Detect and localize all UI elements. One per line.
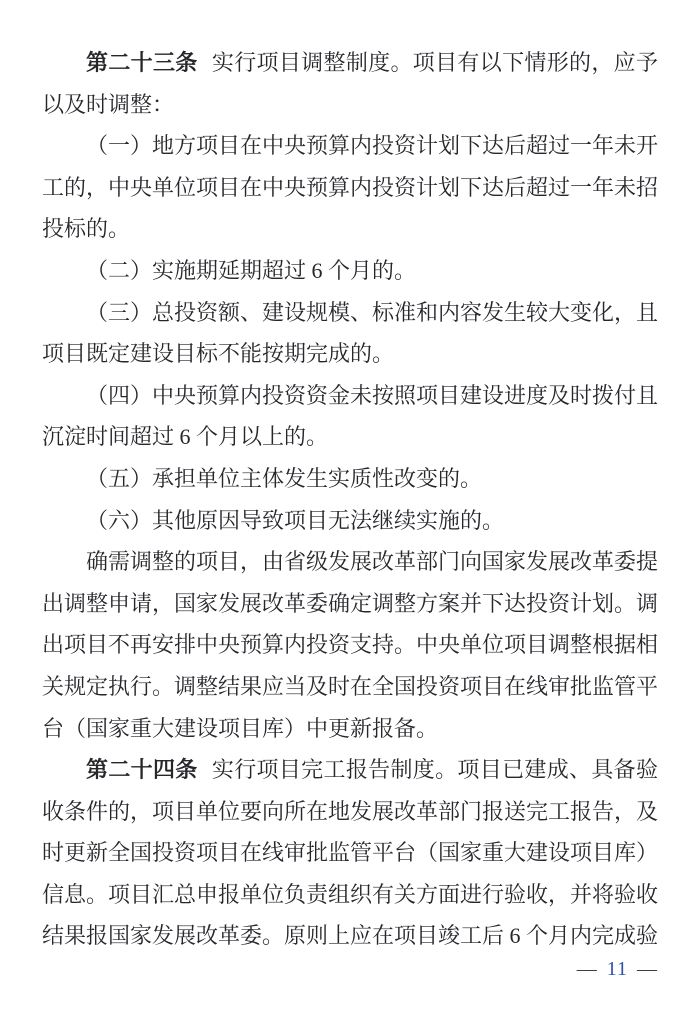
page-number-dash-right: — [637,958,658,980]
line-text: 时更新全国投资项目在线审批监管平台（国家重大建设项目库） [42,840,659,866]
text-line [42,42,658,84]
text-line [42,125,658,167]
article-number: 第二十三条 [86,50,198,75]
text-line [42,583,658,625]
text-line [42,333,658,375]
page-number [577,956,658,982]
text-line [42,666,658,708]
text-line [42,749,658,791]
line-text: 以及时调整： [42,91,175,117]
text-line [42,208,658,250]
text-line [42,832,658,874]
line-text: （一）地方项目在中央预算内投资计划下达后超过一年未开 [86,133,659,159]
line-text: 收条件的，项目单位要向所在地发展改革部门报送完工报告，及 [42,798,659,824]
line-text: （六）其他原因导致项目无法继续实施的。 [86,507,505,533]
line-text: （三）总投资额、建设规模、标准和内容发生较大变化，且 [86,299,659,325]
line-text: 确需调整的项目，由省级发展改革部门向国家发展改革委提 [86,549,659,575]
line-text: 投标的。 [42,216,131,242]
text-line [42,791,658,833]
line-text: 出调整申请，国家发展改革委确定调整方案并下达投资计划。调 [42,590,659,616]
line-text: 关规定执行。调整结果应当及时在全国投资项目在线审批监管平 [42,673,659,699]
line-text: 信息。项目汇总申报单位负责组织有关方面进行验收，并将验收 [42,881,659,907]
line-text: 结果报国家发展改革委。原则上应在项目竣工后 6 个月内完成验 [42,923,659,949]
page-number-value: 11 [606,958,628,980]
text-line [42,375,658,417]
text-line [42,915,658,957]
document-body [42,42,658,957]
line-text: 实行项目完工报告制度。项目已建成、具备验 [211,757,658,783]
line-text: 台（国家重大建设项目库）中更新报备。 [42,715,439,741]
line-text: （四）中央预算内投资资金未按照项目建设进度及时拨付且 [86,382,659,408]
page-number-dash-left: — [576,958,598,980]
text-line [42,458,658,500]
text-line [42,500,658,542]
text-line [42,416,658,458]
text-line [42,708,658,750]
line-text: 出项目不再安排中央预算内投资支持。中央单位项目调整根据相 [42,632,659,658]
line-text: 实行项目调整制度。项目有以下情形的，应予 [211,50,658,75]
line-text: 沉淀时间超过 6 个月以上的。 [42,424,329,450]
line-text: 项目既定建设目标不能按期完成的。 [42,341,395,367]
line-text: （二）实施期延期超过 6 个月的。 [86,257,417,283]
line-text: 工的，中央单位项目在中央预算内投资计划下达后超过一年未招 [42,174,659,200]
text-line [42,167,658,209]
article-number: 第二十四条 [86,757,198,783]
text-line [42,84,658,126]
line-text: （五）承担单位主体发生实质性改变的。 [86,465,483,491]
text-line [42,250,658,292]
text-line [42,541,658,583]
text-line [42,874,658,916]
text-line [42,624,658,666]
text-line [42,292,658,334]
